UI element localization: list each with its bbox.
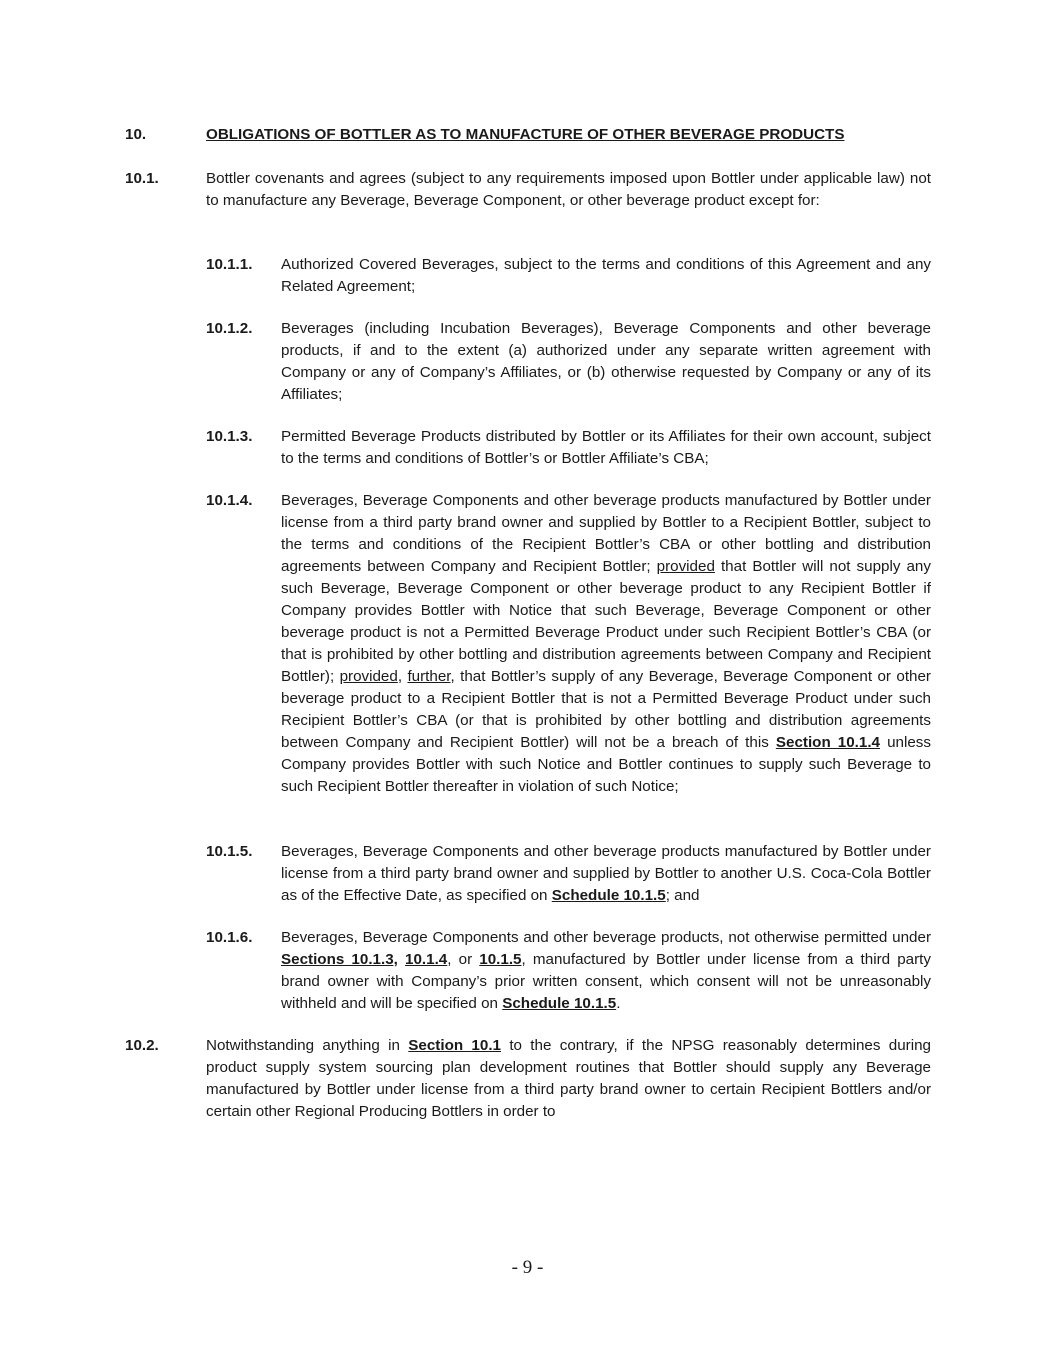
provided-term: provided: [656, 558, 715, 575]
clause-text-part: Beverages, Beverage Components and other beverage products, not otherwise permitted under: [281, 929, 931, 946]
clause-text-part: Beverages, Beverage Components and other beverage products manufactured by Bottler under license from a third party brand owner and supplied by Bottler to another U.S. Coca-Cola Bottler as of the Effective Date, as specified on: [281, 843, 931, 904]
clause-number: 10.1.: [125, 170, 159, 187]
clause-number: 10.1.3.: [206, 428, 253, 445]
clause-text: [206, 1035, 931, 1123]
clause-10-1-4: [206, 490, 931, 798]
clause-text-part: to the contrary, if the NPSG reasonably determines during product supply system sourcing plan development routines that Bottler should supply any Beverage manufactured by Bottler under license from a third party brand owner to certain Recipient Bottlers and/or certain other Regional Producing Bottlers in order to: [206, 1037, 931, 1120]
clause-text-part: Notwithstanding anything in: [206, 1037, 400, 1054]
section-reference: Section 10.1: [408, 1037, 501, 1054]
clause-text: [281, 490, 931, 798]
clause-text-part: , that Bottler’s supply of any Beverage, Beverage Component or other beverage product to a Recipient Bottler that is not a Permitted Beverage Product under such Recipient Bottler’s CBA (or that is prohibited by other bottling and distribution agreements between Company and Recipient Bottler) will not be a breach of this: [281, 668, 931, 751]
clause-text: Beverages (including Incubation Beverages), Beverage Components and other beverage products, if and to the extent (a) authorized under any separate written agreement with Company or any of Company’s Affiliates, or (b) otherwise requested by Company or any of its Affiliates;: [281, 320, 931, 403]
section-reference: 10.1.4: [405, 951, 448, 968]
clause-10-1-2: [206, 318, 931, 406]
clause-text-part: ; and: [665, 887, 700, 904]
clause-10-1-3: [206, 426, 931, 470]
schedule-reference: Schedule 10.1.5: [551, 887, 666, 904]
provided-term: provided: [339, 668, 398, 685]
further-term: further: [407, 668, 451, 685]
clause-10-1-5: [206, 841, 931, 907]
clause-number: 10.1.2.: [206, 320, 253, 337]
section-reference: 10.1.5: [479, 951, 522, 968]
clause-10-2: [125, 1035, 931, 1123]
comma: ,: [397, 668, 403, 685]
page-number: - 9 -: [511, 1257, 544, 1278]
sections-reference: Sections 10.1.3,: [281, 951, 398, 968]
clause-text-part: , or: [447, 951, 473, 968]
clause-text-part: , manufactured by Bottler under license from a third party brand owner with Company’s prior written consent, which consent will not be unreasonably withheld and will be specified on: [281, 951, 931, 1012]
section-reference-link: Section 10.1.4: [775, 734, 881, 751]
clause-number: 10.1.6.: [206, 929, 253, 946]
clause-number: 10.1.5.: [206, 843, 253, 860]
clause-text: Bottler covenants and agrees (subject to any requirements imposed upon Bottler under applicable law) not to manufacture any Beverage, Beverage Component, or other beverage product except for:: [206, 170, 931, 209]
clause-text: Authorized Covered Beverages, subject to the terms and conditions of this Agreement and any Related Agreement;: [281, 256, 931, 295]
clause-text: Permitted Beverage Products distributed by Bottler or its Affiliates for their own account, subject to the terms and conditions of Bottler’s or Bottler Affiliate’s CBA;: [281, 428, 931, 467]
schedule-reference: Schedule 10.1.5: [502, 995, 617, 1012]
clause-10-1-6: [206, 927, 931, 1015]
period: .: [616, 995, 621, 1012]
clause-text-part: unless Company provides Bottler with such Notice and Bottler continues to supply such Beverage to such Recipient Bottler thereafter in violation of such Notice;: [281, 734, 931, 795]
section-title: OBLIGATIONS OF BOTTLER AS TO MANUFACTURE OF OTHER BEVERAGE PRODUCTS: [206, 126, 845, 143]
clause-number: 10.1.1.: [206, 256, 253, 273]
section-number: 10.: [125, 126, 147, 143]
clause-number: 10.1.4.: [206, 492, 253, 509]
clause-text-part: Beverages, Beverage Components and other beverage products manufactured by Bottler under license from a third party brand owner and supplied by Bottler to a Recipient Bottler, subject to the terms and conditions of the Recipient Bottler’s CBA or other bottling and distribution agreements between Company and Recipient Bottler;: [281, 492, 931, 575]
clause-text: [281, 841, 931, 907]
clause-text-part: that Bottler will not supply any such Beverage, Beverage Component or other beverage product to any Recipient Bottler if Company provides Bottler with Notice that such Beverage, Beverage Component or other beverage product is not a Permitted Beverage Product under such Recipient Bottler’s CBA (or that is prohibited by other bottling and distribution agreements between Company and Recipient Bottler);: [281, 558, 931, 685]
clause-10-1-1: [206, 254, 931, 298]
clause-number: 10.2.: [125, 1037, 159, 1054]
clause-10-1: [125, 168, 931, 212]
clause-text: [281, 927, 931, 1015]
